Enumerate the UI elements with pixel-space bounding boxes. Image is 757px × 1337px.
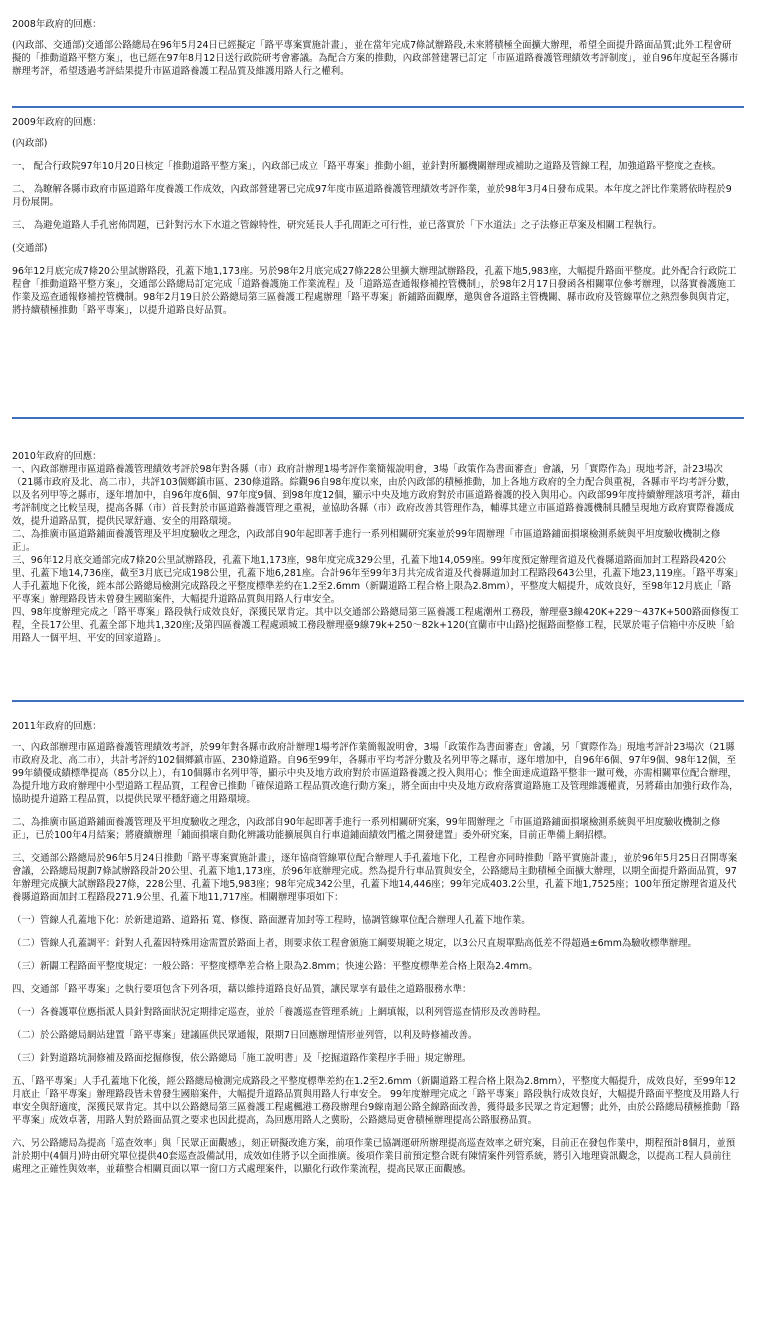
ministry-label-transport: (交通部) bbox=[12, 243, 48, 254]
paragraph-2009-2: 二、 為瞭解各縣市政府市區道路年度養護工作成效，內政部營建署已完成97年度市區道路養護管理績效考評作業，並於98年3月4日發布成果。本年度之評比作業將依時程於9月份展開。 bbox=[12, 184, 732, 208]
paragraph-2011-6: （三）新闢工程路面平整度規定：一般公路：平整度標準差合格上限為2.8mm；快速公路：平整度標準差合格上限為2.4mm。 bbox=[12, 961, 538, 972]
paragraph-2011-4: （一）管線人孔蓋地下化：於新建道路、道路拓 寬、修復、路面瀝青加封等工程時，協調管線單位配合辦理人孔蓋下地作業。 bbox=[12, 915, 531, 926]
paragraph-2010-4: 四、98年度辦理完成之「路平專案」路段執行成效良好，深獲民眾肯定。其中以交通部公路總局第三區養護工程處潮州工務段，辦理臺3線420K+229～437K+500路面修復工程，全長17公里、孔蓋全部下地共1,320座;及第四區養護工程處頭城工務段辦理臺9線79k+250～82k+120(宜蘭市中山路)挖掘路面整修工程，民眾於電子信箱中亦反映「給用路人一個平坦、平安的回家道路」。 bbox=[12, 607, 739, 644]
paragraph-2010-2: 二、為推廣市區道路鋪面養護管理及平坦度驗收之理念，內政部自90年起即著手進行一系列相關研究案並於99年間辦理「市區道路鋪面損壞檢測系統與平坦度驗收機制之修正」。 bbox=[12, 529, 721, 553]
paragraph-2010-3: 三、96年12月底交通部完成7條20公里試辦路段，孔蓋下地1,173座，98年度完成329公里，孔蓋下地14,059座。99年度預定辦理省道及代養縣道路面加封工程路段420公里、孔蓋下地14,736座，截至3月底已完成198公里，孔蓋下地6,281座。合計96年至99年3月共完成省道及代養縣道加封工程路段643公里，孔蓋下地23,119座。「路平專案」人手孔蓋地下化後，經本部公路總局檢測完成路段之平整度標準差約在1.2至2.6mm（新闢道路工程合格上限為2.8mm），平整度大幅提升，成效良好，至98年12月底止「路平專案」辦理路段皆未曾發生國賠案件，大幅提升道路品質與用路人行車安全。 bbox=[12, 555, 739, 605]
section-divider bbox=[12, 417, 744, 419]
paragraph-2011-8: （一）各養護單位應指派人員針對路面狀況定期排定巡查，並於「養護巡查管理系統」上網填報，以利列管巡查情形及改善時程。 bbox=[12, 1007, 547, 1018]
paragraph-2011-2: 二、為推廣市區道路鋪面養護管理及平坦度驗收之理念，內政部自90年起即著手進行一系列相關研究案，99年間辦理之「市區道路鋪面損壞檢測系統與平坦度驗收機制之修正」，已於100年4月結案；將賡續辦理「鋪面損壞自動化辨識功能擴展與自行車道鋪面績效門檻之開發建置」委外研究案，目前正準備上網招標。 bbox=[12, 817, 721, 841]
section-2008 bbox=[12, 18, 740, 78]
section-2009 bbox=[12, 116, 740, 317]
heading-2008: 2008年政府的回應： bbox=[12, 19, 102, 30]
paragraph-2011-7: 四、交通部「路平專案」之執行要項包含下列各項，藉以維持道路良好品質，讓民眾享有最佳之道路服務水準： bbox=[12, 984, 472, 995]
ministry-label-interior: (內政部) bbox=[12, 138, 48, 149]
paragraph-2011-12: 六、另公路總局為提高「巡查效率」與「民眾正面觀感」，刻正研擬改進方案，前項作業已協調運研所辦理提高巡查效率之研究案，目前正在發包作業中，期程預計8個月，並預計於期中(4個月)時由研究單位提供40套巡查設備試用，成效如佳將予以全面推廣。後項作業目前預定整合既有陳情案件列管系統，將引入地理資訊觀念，以提高工程人員前往處理之正確性與效率，並藉整合相關頁面以單一窗口方式處理案件，以顯化行政作業流程，提高民眾正面觀感。 bbox=[12, 1138, 736, 1175]
heading-2011: 2011年政府的回應： bbox=[12, 721, 102, 732]
paragraph-2010-1: 一、內政部辦理市區道路養護管理績效考評於98年對各縣（市）政府計辦理1場考評作業簡報說明會，3場「政策作為書面審查」會議，另「實際作為」現地考評，計23場次（21縣市政府及北、高二市），共評103個鄉鎮市區、230條道路。綜觀96自98年度以來，由於內政部的積極推動，加上各地方政府的全力配合與重視，各縣市平均考評分數，以及名列甲等之縣市，逐年增加中，自96年度6個、97年度9個、到98年度12個，顯示中央及地方政府對於市區道路養護的投入與用心。內政部99年度持續辦理該項考評，藉由考評制度之比較呈現，提高各縣（市）首長對於市區道路養護管理之重視，並協助各縣（市）政府改善其管理作為，輔導其建立市區道路養護機制具體呈現地方政府實際養護成效，提升道路品質，提供民眾舒適、安全的用路環境。 bbox=[12, 464, 740, 527]
paragraph-2011-9: （二）於公路總局網站建置「路平專案」建議區供民眾通報，限期7日回應辦理情形並列管，以利及時修補改善。 bbox=[12, 1030, 478, 1041]
section-divider bbox=[12, 700, 744, 702]
paragraph-2011-5: （二）管線人孔蓋調平：針對人孔蓋因特殊用途需置於路面上者，則要求依工程會頒施工綱要規範之規定，以3公尺直規單點高低差不得超過±6mm為驗收標準辦理。 bbox=[12, 938, 697, 949]
paragraph-2011-3: 三、交通部公路總局於96年5月24日推動「路平專案實施計畫」，逐年協商管線單位配合辦理人手孔蓋地下化，工程會亦同時推動「路平實施計畫」，並於96年5月25日召開專案會議，公路總局規劃7條試辦路段計20公里、孔蓋下地1,173座，於96年底辦理完成。然為提升行車品質與安全，公路總局主動積極全面擴大辦理，以期全面提升路面品質，97年辦理完成擴大試辦路段27條，228公里、孔蓋下地5,983座；98年完成342公里，孔蓋下地14,446座；99年完成403.2公里，孔蓋下地1,7525座；100年預定辦理省道及代養縣道路面加封工程路段271.9公里、孔蓋下地11,717座。相關辦理事項如下： bbox=[12, 853, 738, 903]
paragraph-2011-1: 一、內政部辦理市區道路養護管理績效考評，於99年對各縣市政府計辦理1場考評作業簡報說明會，3場「政策作為書面審查」會議，另「實際作為」現地考評計23場次（21縣市政府及北、高二市），共計考評約102個鄉鎮市區、230條道路。自96至99年，各縣市平均考評分數及名列甲等之縣市，逐年增加中，自96年6個、97年9個、98年12個，至99年績優成績標準提高（85分以上），有10個縣市名列甲等，顯示中央及地方政府對於市區道路養護之投入與用心；惟全面達成道路平整非一蹴可幾，亦需相關單位配合辦理，為提升地方政府辦理中小型道路工程品質，工程會已推動「確保道路工程品質改進行動方案」，將全面由中央及地方政府落實道路施工及管理維護權責，另將藉由加強行政作為，協助提升道路工程品質，以提供民眾平穩舒適之用路環境。 bbox=[12, 742, 739, 805]
paragraph-2009-3: 三、 為避免道路人手孔密佈問題，已針對污水下水道之管線特性，研究延長人手孔間距之可行性，並已落實於「下水道法」之子法修正草案及相關工程執行。 bbox=[12, 220, 662, 231]
heading-2010: 2010年政府的回應： bbox=[12, 451, 102, 462]
heading-2009: 2009年政府的回應： bbox=[12, 117, 102, 128]
paragraph-2011-11: 五、「路平專案」人手孔蓋地下化後，經公路總局檢測完成路段之平整度標準差約在1.2至2.6mm（新闢道路工程合格上限為2.8mm），平整度大幅提升，成效良好，至99年12月底止「路平專案」辦理路段皆未曾發生國賠案件，大幅提升道路品質與用路人行車安全。 99年度辦理完成之「路平專案」路段執行成效良好，大幅提升路面平整度及用路人行車安全與舒適度，深獲民眾肯定。其中以公路總局第三區養護工程處楓港工務段辦理台9線南迴公路全線路面改善，獲得最多民眾之肯定迴響；此外，由於公路總局積極推動「路平專案」成效卓著，用路人對於路面品質之要求也因此提高，為回應用路人之冀盼，公路總局更會積極辦理提高公路服務品質。 bbox=[12, 1076, 740, 1126]
section-2011 bbox=[12, 720, 740, 1176]
paragraph-2008: (內政部、交通部)交通部公路總局在96年5月24日已經擬定「路平專案實施計畫」，並在當年完成7條試辦路段,未來將積極全面擴大辦理，希望全面提升路面品質;此外工程會研擬的「推動道路平整方案」，也已經在97年8月12日送行政院研考會審議。為配合方案的推動，內政部營建署已訂定「市區道路養護管理績效考評制度」，並自96年度起至各縣市辦理考評，希望透過考評結果提升市區道路養護工程品質及維護用路人行之權利。 bbox=[12, 40, 739, 77]
paragraph-2011-10: （三）針對道路坑洞修補及路面挖掘修復，依公路總局「施工說明書」及「挖掘道路作業程序手冊」規定辦理。 bbox=[12, 1053, 472, 1064]
paragraph-2009-1: 一、 配合行政院97年10月20日核定「推動道路平整方案」，內政部已成立「路平專案」推動小組，並針對所屬機關辦理或補助之道路及管線工程，加強道路平整度之查核。 bbox=[12, 161, 722, 172]
paragraph-2009-4: 96年12月底完成7條20公里試辦路段，孔蓋下地1,173座。另於98年2月底完成27條228公里擴大辦理試辦路段，孔蓋下地5,983座，大幅提升路面平整度。此外配合行政院工程會「推動道路平整方案」，交通部公路總局訂定完成「道路養護施工作業流程」及「道路巡查通報修補控管機制」，於98年2月17日發函各相關單位參考辦理，以落實養護施工作業及巡查通報修補控管機制。98年2月19日於公路總局第三區養護工程處辦理「路平專案」新鋪路面觀摩，邀與會各道路主管機關、縣市政府及管線單位之熱烈參與與肯定，將持續積極推動「路平專案」，以提升道路良好品質。 bbox=[12, 266, 737, 316]
section-divider bbox=[12, 106, 744, 108]
section-2010 bbox=[12, 450, 740, 645]
